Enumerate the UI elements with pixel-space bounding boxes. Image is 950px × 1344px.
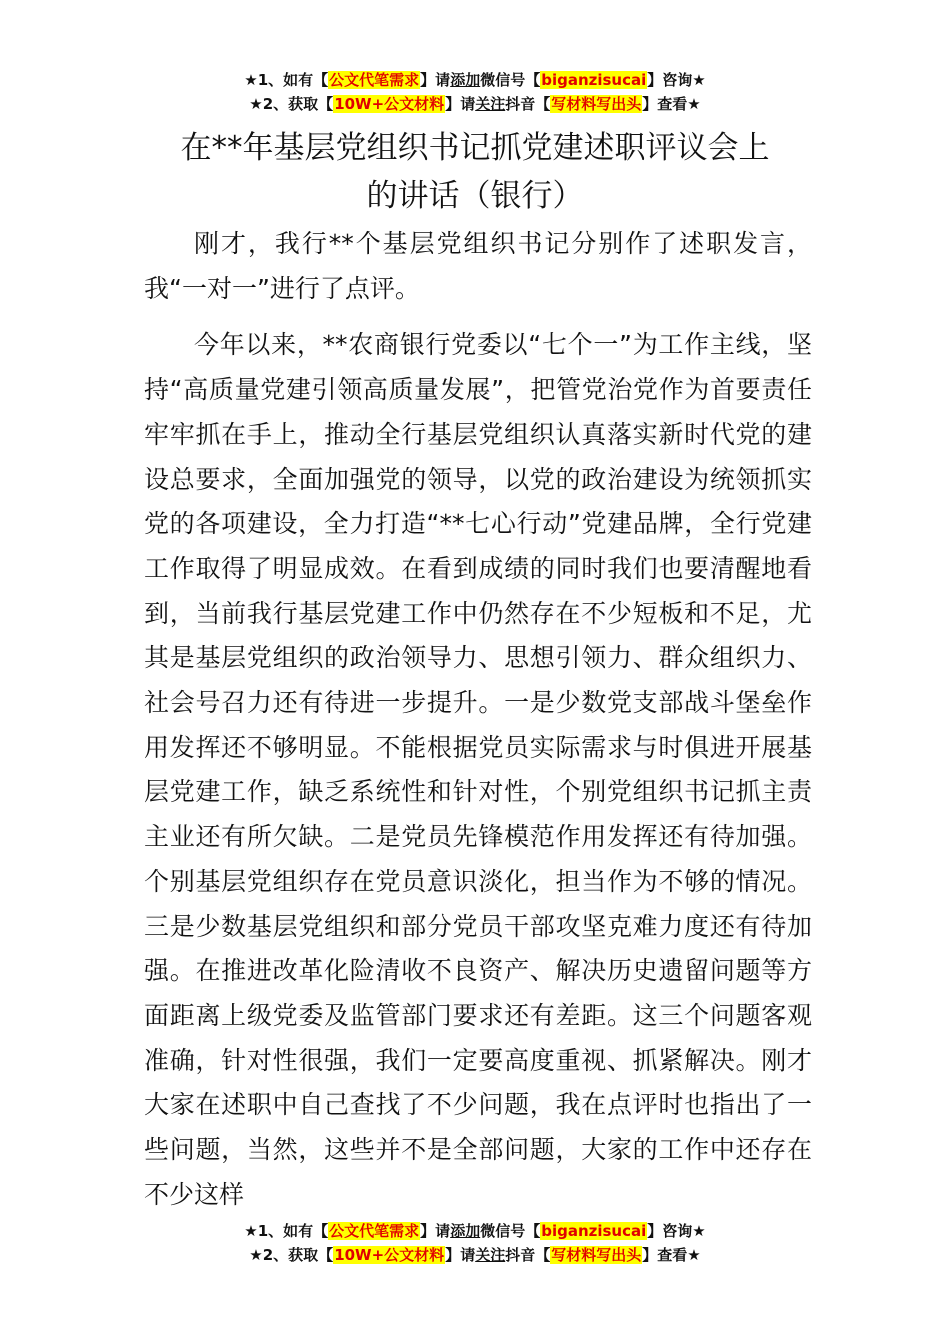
highlight-wechat-id: biganzisucai [541, 71, 647, 89]
header-promo [0, 68, 950, 116]
highlight-douyin-id: 写材料写出头 [551, 95, 642, 113]
title-line-1: 在**年基层党组织书记抓党建述职评议会上 [180, 130, 770, 166]
promo-line-2: ★2、获取【10W+公文材料】请关注抖音【写材料写出头】查看★ [249, 95, 701, 113]
highlight-douyin-id: 写材料写出头 [551, 1246, 642, 1264]
document-body [144, 222, 812, 1217]
highlight-materials: 10W+公文材料 [334, 95, 445, 113]
highlight-wechat-id: biganzisucai [541, 1222, 647, 1240]
highlight-service: 公文代笔需求 [329, 71, 420, 89]
paragraph: 今年以来，**农商银行党委以“七个一”为工作主线，坚持“高质量党建引领高质量发展”，把管党治党作为首要责任牢牢抓在手上，推动全行基层党组织认真落实新时代党的建设总要求，全面加强党的领导，以党的政治建设为统领抓实党的各项建设，全力打造“**七心行动”党建品牌，全行党建工作取得了明显成效。在看到成绩的同时我们也要清醒地看到，当前我行基层党建工作中仍然存在不少短板和不足，尤其是基层党组织的政治领导力、思想引领力、群众组织力、社会号召力还有待进一步提升。一是少数党支部战斗堡垒作用发挥还不够明显。不能根据党员实际需求与时俱进开展基层党建工作，缺乏系统性和针对性，个别党组织书记抓主责主业还有所欠缺。二是党员先锋模范作用发挥还有待加强。个别基层党组织存在党员意识淡化，担当作为不够的情况。三是少数基层党组织和部分党员干部攻坚克难力度还有待加强。在推进改革化险清收不良资产、解决历史遗留问题等方面距离上级党委及监管部门要求还有差距。这三个问题客观准确，针对性很强，我们一定要高度重视、抓紧解决。刚才大家在述职中自己查找了不少问题，我在点评时也指出了一些问题，当然，这些并不是全部问题，大家的工作中还存在不少这样 [144, 330, 812, 1209]
promo-line-1: ★1、如有【公文代笔需求】请添加微信号【biganzisucai】咨询★ [244, 1222, 706, 1240]
highlight-materials: 10W+公文材料 [334, 1246, 445, 1264]
paragraph: 刚才，我行**个基层党组织书记分别作了述职发言，我“一对一”进行了点评。 [144, 229, 812, 303]
document-title [120, 124, 830, 220]
footer-promo [0, 1219, 950, 1267]
highlight-service: 公文代笔需求 [329, 1222, 420, 1240]
promo-line-2: ★2、获取【10W+公文材料】请关注抖音【写材料写出头】查看★ [249, 1246, 701, 1264]
promo-line-1: ★1、如有【公文代笔需求】请添加微信号【biganzisucai】咨询★ [244, 71, 706, 89]
title-line-2: 的讲话（银行） [366, 178, 584, 214]
